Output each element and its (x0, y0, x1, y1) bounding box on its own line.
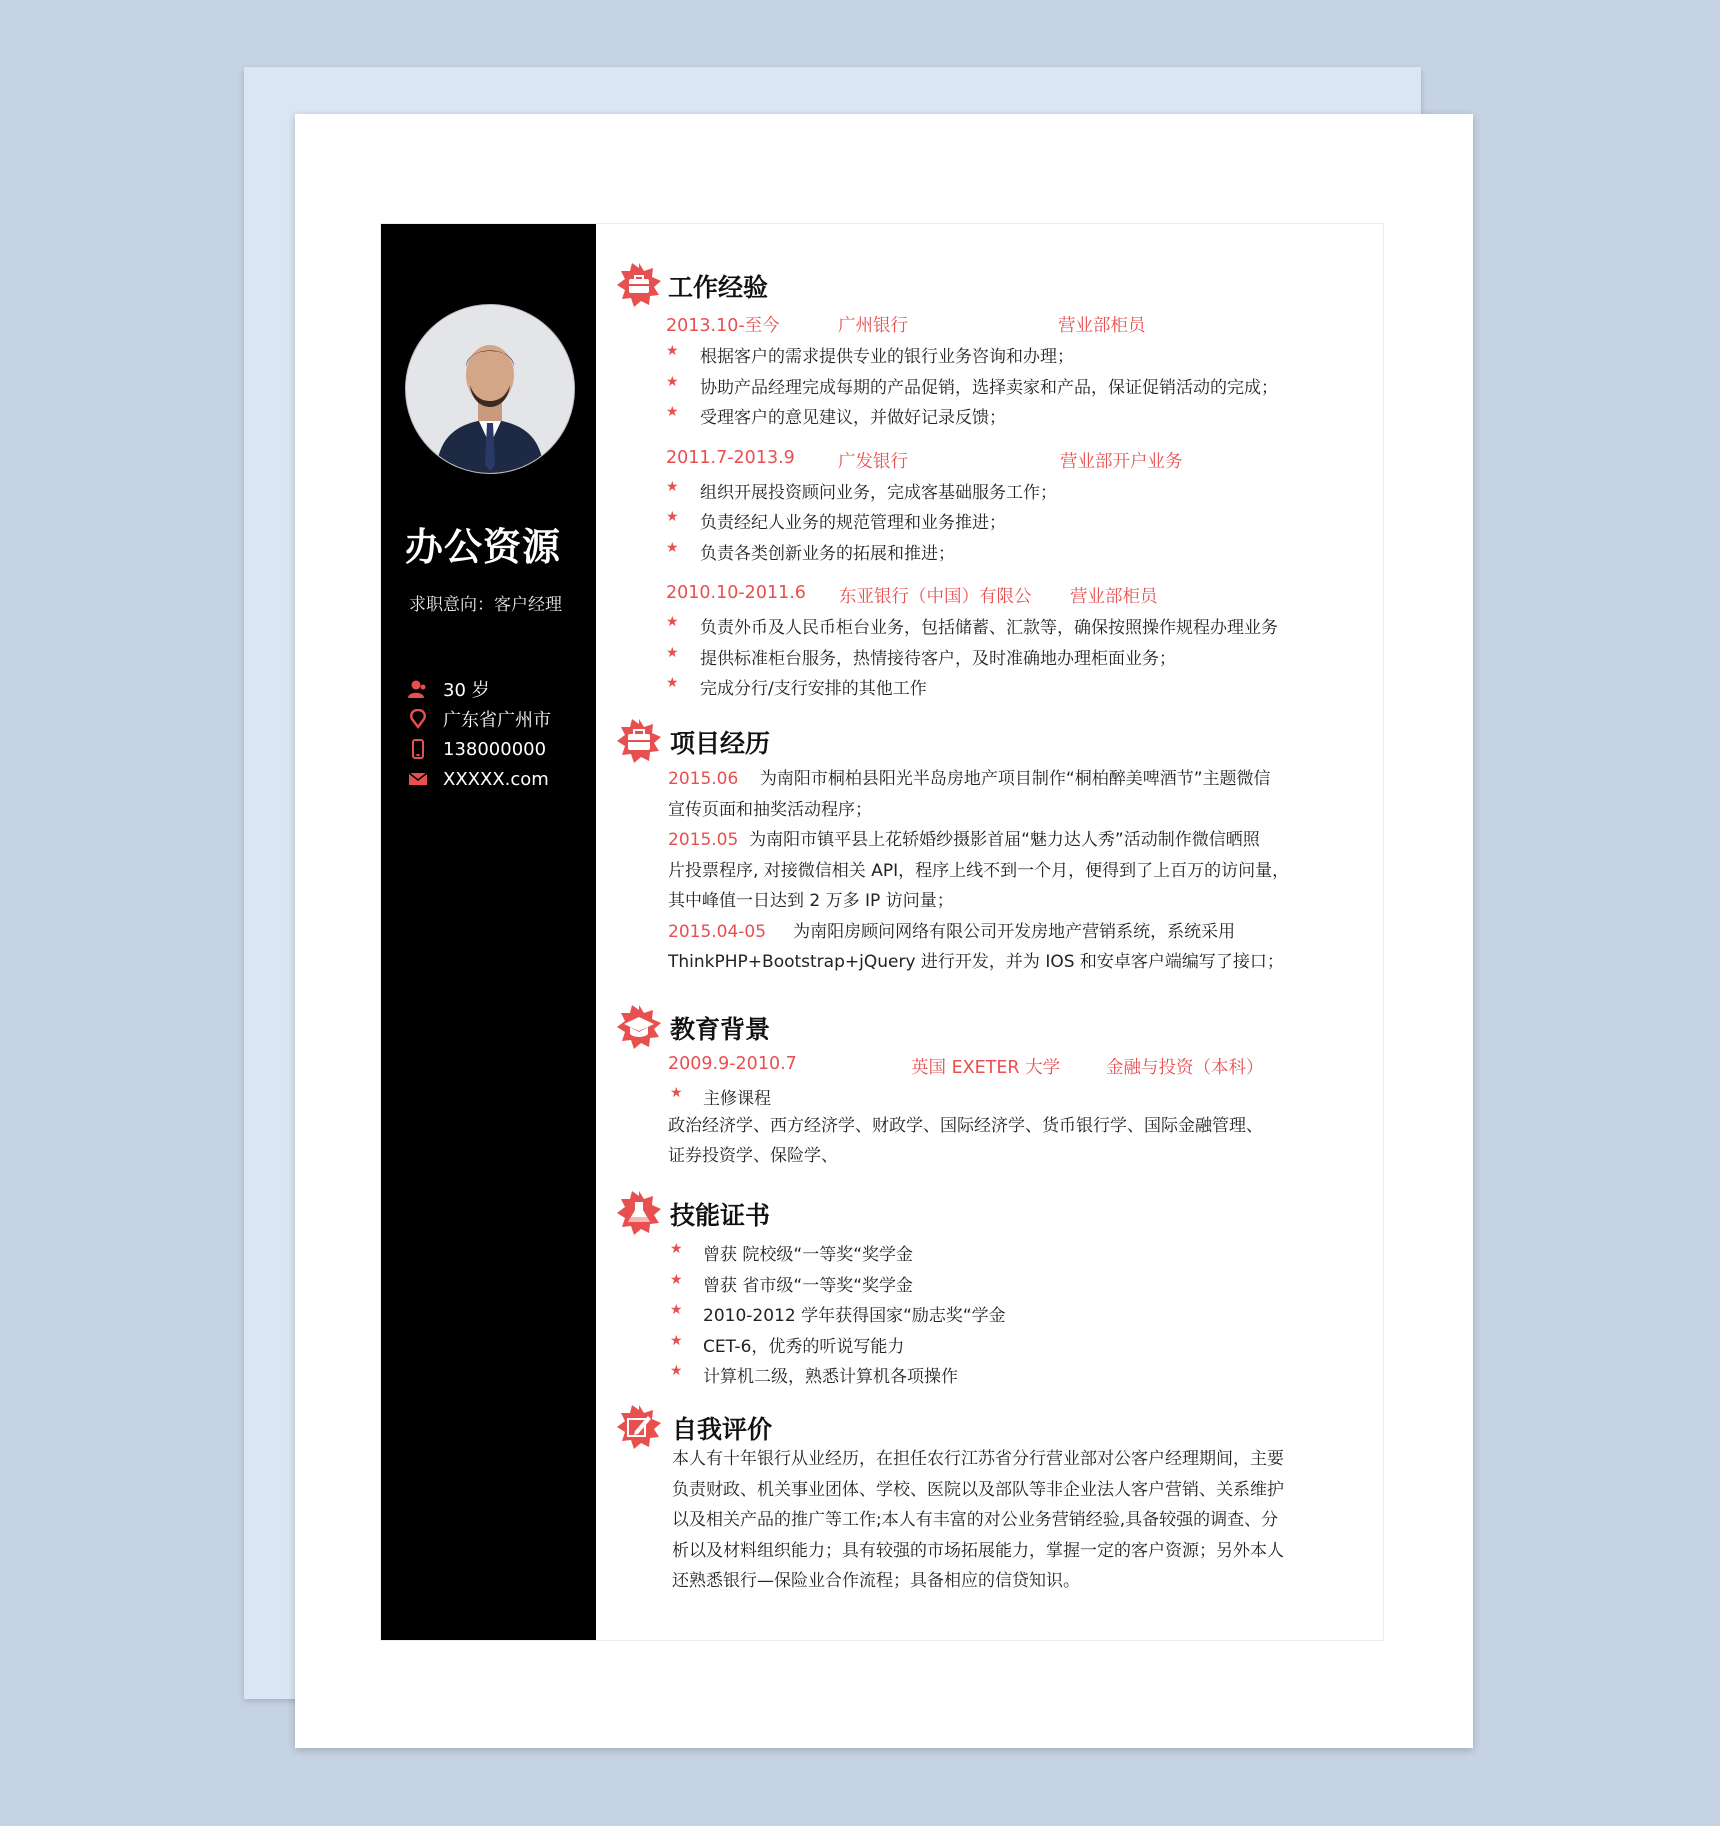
list-item: ★ 主修课程 (670, 1085, 771, 1109)
job-role: 营业部开户业务 (1060, 451, 1183, 472)
list-item: ★ 完成分行/支行安排的其他工作 (666, 675, 927, 699)
graduation-cap-badge-icon (616, 1004, 662, 1050)
profile-photo (406, 305, 574, 473)
course-list: 政治经济学、西方经济学、财政学、国际经济学、货币银行学、国际金融管理、 证券投资学、保险学、 (668, 1115, 1263, 1166)
star-icon: ★ (670, 1241, 683, 1257)
job-period: 2011.7-2013.9 (666, 447, 795, 468)
list-item: ★ 曾获 省市级“一等奖“奖学金 (670, 1271, 914, 1296)
star-icon: ★ (666, 614, 679, 630)
person-icon (407, 678, 429, 700)
list-item: ★ 曾获 院校级“一等奖“奖学金 (670, 1241, 914, 1265)
list-item: ★ 负责经纪人业务的规范管理和业务推进； (666, 509, 1006, 533)
section-header (596, 718, 1383, 764)
sidebar (381, 224, 596, 1640)
list-item: ★ 协助产品经理完成每期的产品促销，选择卖家和产品，保证促销活动的完成； (666, 373, 1278, 398)
main-content (596, 224, 1383, 1640)
job-intent: 求职意向：客户经理 (409, 595, 562, 615)
list-item-continuation: 其中峰值一日达到 2 万多 IP 访问量； (668, 891, 954, 911)
contact-phone (407, 734, 551, 764)
section-header (596, 1404, 1383, 1450)
star-icon: ★ (666, 373, 679, 390)
contact-location (407, 704, 551, 734)
avatar (405, 304, 575, 474)
list-item-continuation: 宣传页面和抽奖活动程序； (668, 799, 872, 820)
list-item: ★ 根据客户的需求提供专业的银行业务咨询和办理； (666, 343, 1074, 367)
contact-text: 广东省广州市 (443, 710, 551, 731)
mail-icon (407, 768, 429, 790)
star-icon: ★ (666, 404, 679, 420)
job-company: 广发银行 (838, 451, 908, 472)
star-icon: ★ (666, 478, 679, 495)
section-self-evaluation (596, 1404, 1383, 1597)
contact-age (407, 674, 551, 704)
section-title: 教育背景 (670, 1015, 771, 1044)
education-header (596, 1050, 1383, 1080)
education-period: 2009.9-2010.7 (668, 1054, 797, 1074)
job-company: 广州银行 (838, 316, 908, 336)
star-icon: ★ (666, 343, 679, 359)
job-header (596, 579, 1383, 609)
phone-icon (407, 738, 429, 760)
star-icon: ★ (670, 1363, 683, 1379)
section-skills (596, 1190, 1383, 1389)
list-item: ★ 受理客户的意见建议，并做好记录反馈； (666, 404, 1006, 428)
job-company: 东亚银行（中国）有限公 (839, 587, 1032, 607)
contact-text: XXXXX.com (443, 768, 549, 790)
list-item: 2015.04-05 为南阳房顾问网络有限公司开发房地产营销系统，系统采用 (668, 921, 1236, 942)
star-icon: ★ (670, 1332, 683, 1349)
list-item: ★ CET-6，优秀的听说写能力 (670, 1332, 905, 1357)
star-icon: ★ (666, 675, 679, 691)
resume-page (381, 224, 1383, 1640)
list-item: ★ 组织开展投资顾问业务，完成客基础服务工作； (666, 478, 1057, 503)
job-role: 营业部柜员 (1070, 587, 1158, 607)
section-header (596, 1190, 1383, 1236)
pencil-badge-icon (616, 1404, 662, 1450)
job-period: 2013.10-至今 (666, 316, 780, 336)
job-header (596, 444, 1383, 474)
major: 金融与投资（本科） (1106, 1058, 1264, 1078)
flask-badge-icon (616, 1190, 662, 1236)
star-icon: ★ (670, 1085, 683, 1101)
project-list (668, 764, 1368, 978)
section-title: 技能证书 (670, 1201, 771, 1230)
section-header (596, 1004, 1383, 1050)
star-icon: ★ (666, 644, 679, 661)
section-title: 自我评价 (672, 1415, 773, 1444)
star-icon: ★ (666, 539, 679, 556)
person-name: 办公资源 (405, 525, 562, 569)
section-title: 项目经历 (670, 729, 771, 758)
self-evaluation-text: 本人有十年银行从业经历，在担任农行江苏省分行营业部对公客户经理期间，主要 负责财政、机关事业团体、学校、医院以及部队等非企业法人客户营销、关系维护 以及相关产品的推广等工作;本人有丰富的对公业务营销经验,具备较强的调查、分 析以及材料组织能力；具有较强的市场拓展能力，掌握一定的客户资源；另外本人 还熟悉银行—保险业合作流程；具备相应的信贷知识。 (672, 1449, 1284, 1591)
contact-email (407, 764, 551, 794)
list-item: ★ 负责外币及人民币柜台业务，包括储蓄、汇款等，确保按照操作规程办理业务 (666, 614, 1278, 638)
school-name: 英国 EXETER 大学 (911, 1058, 1061, 1078)
list-item: 2015.06 为南阳市桐柏县阳光半岛房地产项目制作“桐柏醉美啤酒节”主题微信 (668, 769, 1271, 789)
job-role: 营业部柜员 (1058, 316, 1146, 336)
job-header (596, 308, 1383, 338)
star-icon: ★ (670, 1271, 683, 1288)
list-item: ★ 提供标准柜台服务，热情接待客户，及时准确地办理柜面业务； (666, 644, 1176, 669)
section-education (596, 1004, 1383, 1172)
list-item: ★ 计算机二级，熟悉计算机各项操作 (670, 1363, 958, 1387)
list-item: 2015.05 为南阳市镇平县上花轿婚纱摄影首届“魅力达人秀”活动制作微信晒照 (668, 830, 1260, 850)
list-item: ★ 负责各类创新业务的拓展和推进； (666, 539, 955, 564)
section-projects (596, 718, 1383, 978)
job-period: 2010.10-2011.6 (666, 583, 806, 603)
briefcase-badge-icon (616, 262, 662, 308)
star-icon: ★ (670, 1302, 683, 1318)
section-header (596, 262, 1383, 308)
briefcase-badge-icon (616, 718, 662, 764)
contact-text: 30 岁 (443, 680, 490, 701)
contact-list (407, 674, 551, 794)
list-item-continuation: 片投票程序, 对接微信相关 API，程序上线不到一个月，便得到了上百万的访问量， (668, 860, 1290, 881)
section-work (596, 262, 1383, 701)
list-item-continuation: ThinkPHP+Bootstrap+jQuery 进行开发，并为 IOS 和安卓客户端编写了接口； (668, 952, 1284, 972)
star-icon: ★ (666, 509, 679, 525)
section-title: 工作经验 (668, 273, 769, 302)
location-pin-icon (407, 708, 429, 730)
list-item: ★ 2010-2012 学年获得国家“励志奖“学金 (670, 1302, 1006, 1326)
contact-text: 138000000 (443, 738, 547, 760)
